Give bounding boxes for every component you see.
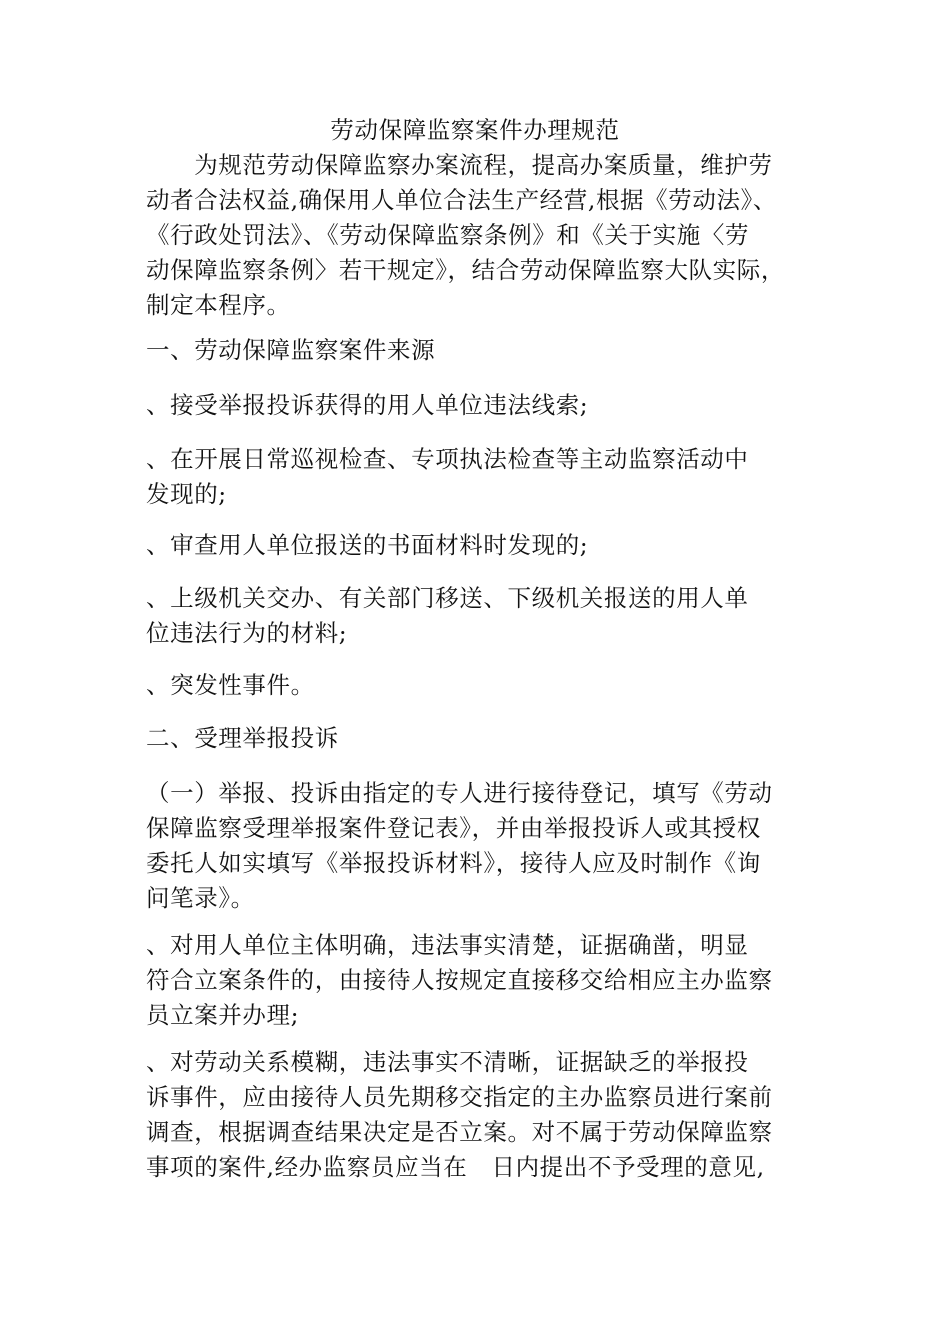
section2-line: 、对用人单位主体明确，违法事实清楚，证据确凿，明显 [146, 931, 749, 959]
section2-line: 委托人如实填写《举报投诉材料》，接待人应及时制作《询 [146, 849, 761, 877]
intro-line: 动保障监察条例〉若干规定》，结合劳动保障监察大队实际， [146, 256, 785, 284]
intro-line: 《行政处罚法》、《劳动保障监察条例》和《关于实施〈劳 [146, 221, 750, 249]
section2-line: 保障监察受理举报案件登记表》，并由举报投诉人或其授权 [146, 814, 761, 842]
section2-paragraph [146, 776, 818, 916]
section2-line: 符合立案条件的，由接待人按规定直接移交给相应主办监察 [146, 966, 773, 994]
section2-line: 、对劳动关系模糊，违法事实不清晰，证据缺乏的举报投 [146, 1048, 749, 1076]
section2-heading-text: 二、受理举报投诉 [146, 724, 339, 752]
intro-line: 制定本程序。 [146, 291, 291, 319]
section2-line: 事项的案件,经办监察员应当在 日内提出不予受理的意见, [146, 1153, 765, 1181]
section2-line: （一）举报、投诉由指定的专人进行接待登记，填写《劳动 [146, 779, 773, 807]
section1-heading [146, 333, 818, 368]
section2-paragraph [146, 928, 818, 1033]
section1-item [146, 528, 818, 563]
intro-paragraph [146, 148, 818, 323]
section2-line: 员立案并办理; [146, 1001, 300, 1029]
section1-item [146, 388, 818, 423]
section2-paragraph [146, 1045, 818, 1185]
section1-item-line: 、审查用人单位报送的书面材料时发现的; [146, 531, 589, 559]
section1-item-line: 、突发性事件。 [146, 671, 315, 699]
section1-item-line: 、在开展日常巡视检查、专项执法检查等主动监察活动中 [146, 445, 749, 473]
section1-item-line: 发现的; [146, 480, 227, 508]
intro-line: 为规范劳动保障监察办案流程，提高办案质量，维护劳 [146, 151, 773, 179]
section2-heading [146, 721, 818, 756]
section2-line: 问笔录》。 [146, 884, 255, 912]
section1-heading-text: 一、劳动保障监察案件来源 [146, 336, 436, 364]
section2-line: 调查，根据调查结果决定是否立案。对不属于劳动保障监察 [146, 1118, 773, 1146]
section2-line: 诉事件，应由接待人员先期移交指定的主办监察员进行案前 [146, 1083, 773, 1111]
section1-item-line: 位违法行为的材料; [146, 619, 348, 647]
section1-item [146, 668, 818, 703]
section1-item [146, 442, 818, 512]
intro-line: 动者合法权益,确保用人单位合法生产经营,根据《劳动法》、 [146, 186, 777, 214]
section1-item-line: 、上级机关交办、有关部门移送、下级机关报送的用人单 [146, 584, 749, 612]
section1-item-line: 、接受举报投诉获得的用人单位违法线索; [146, 391, 589, 419]
section1-item [146, 581, 818, 651]
document-title: 劳动保障监察案件办理规范 [330, 116, 620, 144]
